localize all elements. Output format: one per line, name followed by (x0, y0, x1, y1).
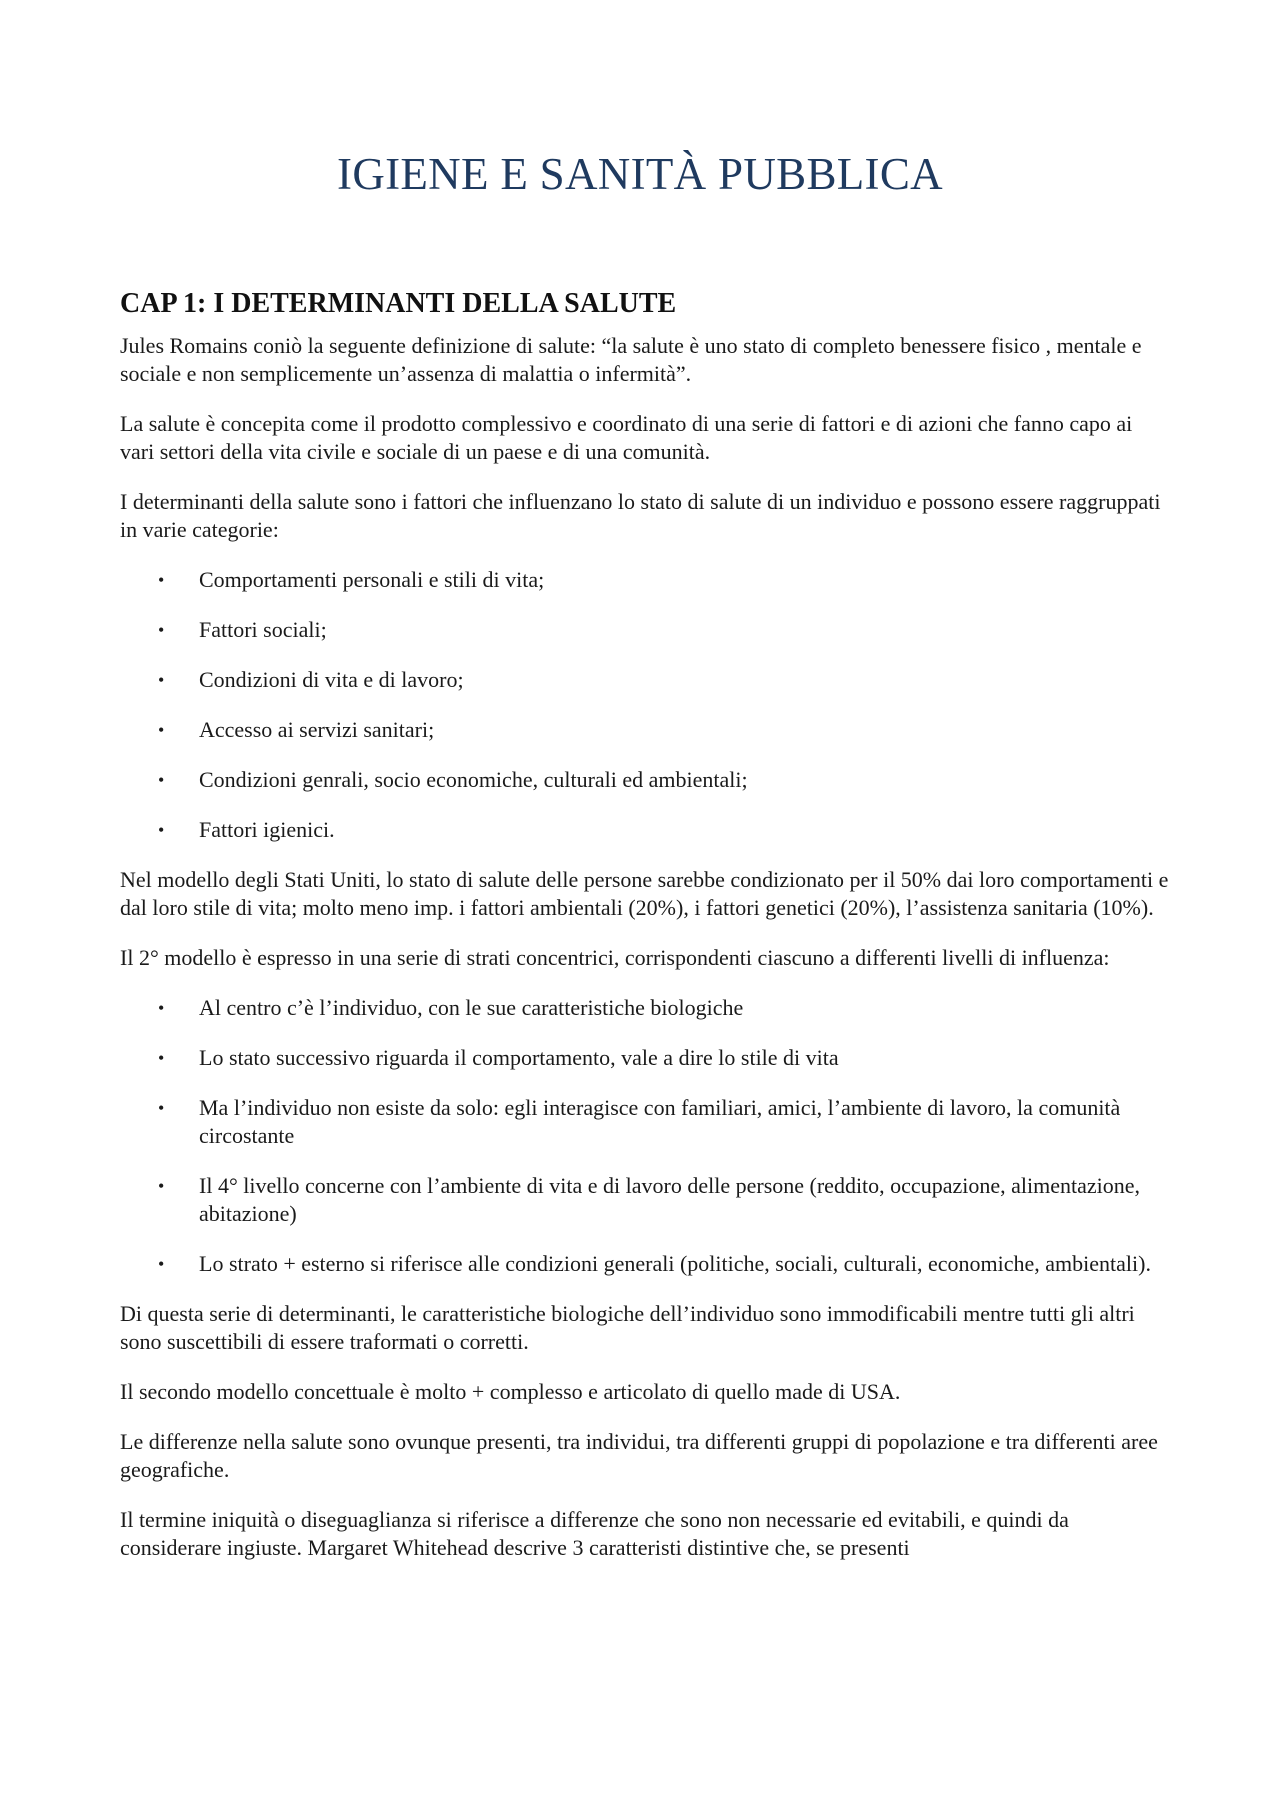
list-item (120, 994, 1170, 1022)
list-item-text: Fattori sociali; (199, 617, 327, 642)
list-item (120, 566, 1170, 594)
bullet-icon: • (158, 670, 165, 690)
determinants-list (120, 566, 1170, 844)
paragraph: Il 2° modello è espresso in una serie di strati concentrici, corrispondenti ciascuno a differenti livelli di influenza: (120, 945, 1110, 970)
paragraph: Il secondo modello concettuale è molto + complesso e articolato di quello made di USA. (120, 1379, 901, 1404)
list-item (120, 666, 1170, 694)
list-item (120, 766, 1170, 794)
list-item-text: Il 4° livello concerne con l’ambiente di vita e di lavoro delle persone (reddito, occupazione, alimentazione, abitazione) (199, 1173, 1140, 1226)
bullet-icon: • (158, 1254, 165, 1274)
chapter-heading: CAP 1: I DETERMINANTI DELLA SALUTE (120, 288, 677, 319)
list-item-text: Ma l’individuo non esiste da solo: egli interagisce con familiari, amici, l’ambiente di lavoro, la comunità circostante (199, 1095, 1121, 1148)
list-item (120, 716, 1170, 744)
bullet-icon: • (158, 770, 165, 790)
list-item (120, 1094, 1170, 1150)
list-item-text: Lo stato successivo riguarda il comportamento, vale a dire lo stile di vita (199, 1045, 839, 1070)
paragraph: Nel modello degli Stati Uniti, lo stato di salute delle persone sarebbe condizionato per il 50% dai loro comportamenti e dal loro stile di vita; molto meno imp. i fattori ambientali (20%), i fattori genetici (20%), l’assistenza sanitaria (10%). (120, 867, 1169, 920)
paragraph: Jules Romains coniò la seguente definizione di salute: “la salute è uno stato di completo benessere fisico , mentale e sociale e non semplicemente un’assenza di malattia o infermità”. (120, 333, 1142, 386)
list-item-text: Fattori igienici. (199, 817, 335, 842)
list-item (120, 816, 1170, 844)
list-item (120, 1172, 1170, 1228)
bullet-icon: • (158, 570, 165, 590)
paragraph: I determinanti della salute sono i fattori che influenzano lo stato di salute di un individuo e possono essere raggruppati in varie categorie: (120, 489, 1161, 542)
bullet-icon: • (158, 720, 165, 740)
list-item-text: Condizioni genrali, socio economiche, culturali ed ambientali; (199, 767, 748, 792)
paragraph: Le differenze nella salute sono ovunque presenti, tra individui, tra differenti gruppi di popolazione e tra differenti aree geografiche. (120, 1429, 1158, 1482)
bullet-icon: • (158, 620, 165, 640)
bullet-icon: • (158, 1176, 165, 1196)
list-item-text: Accesso ai servizi sanitari; (199, 717, 435, 742)
list-item-text: Comportamenti personali e stili di vita; (199, 567, 545, 592)
bullet-icon: • (158, 1048, 165, 1068)
paragraph: La salute è concepita come il prodotto complessivo e coordinato di una serie di fattori e di azioni che fanno capo ai vari settori della vita civile e sociale di un paese e di una comunità. (120, 411, 1133, 464)
list-item (120, 616, 1170, 644)
document-title: IGIENE E SANITÀ PUBBLICA (337, 149, 943, 199)
paragraph: Di questa serie di determinanti, le caratteristiche biologiche dell’individuo sono immodificabili mentre tutti gli altri sono suscettibili di essere traformati o corretti. (120, 1301, 1135, 1354)
document-body (120, 288, 1170, 1584)
paragraph: Il termine iniquità o diseguaglianza si riferisce a differenze che sono non necessarie ed evitabili, e quindi da considerare ingiuste. Margaret Whitehead descrive 3 caratteristi distintive che, se presenti (120, 1507, 1069, 1560)
list-item-text: Condizioni di vita e di lavoro; (199, 667, 464, 692)
bullet-icon: • (158, 820, 165, 840)
list-item (120, 1250, 1170, 1278)
bullet-icon: • (158, 1098, 165, 1118)
list-item-text: Lo strato + esterno si riferisce alle condizioni generali (politiche, sociali, culturali, economiche, ambientali). (199, 1251, 1151, 1276)
influence-levels-list (120, 994, 1170, 1278)
list-item (120, 1044, 1170, 1072)
bullet-icon: • (158, 998, 165, 1018)
list-item-text: Al centro c’è l’individuo, con le sue caratteristiche biologiche (199, 995, 744, 1020)
